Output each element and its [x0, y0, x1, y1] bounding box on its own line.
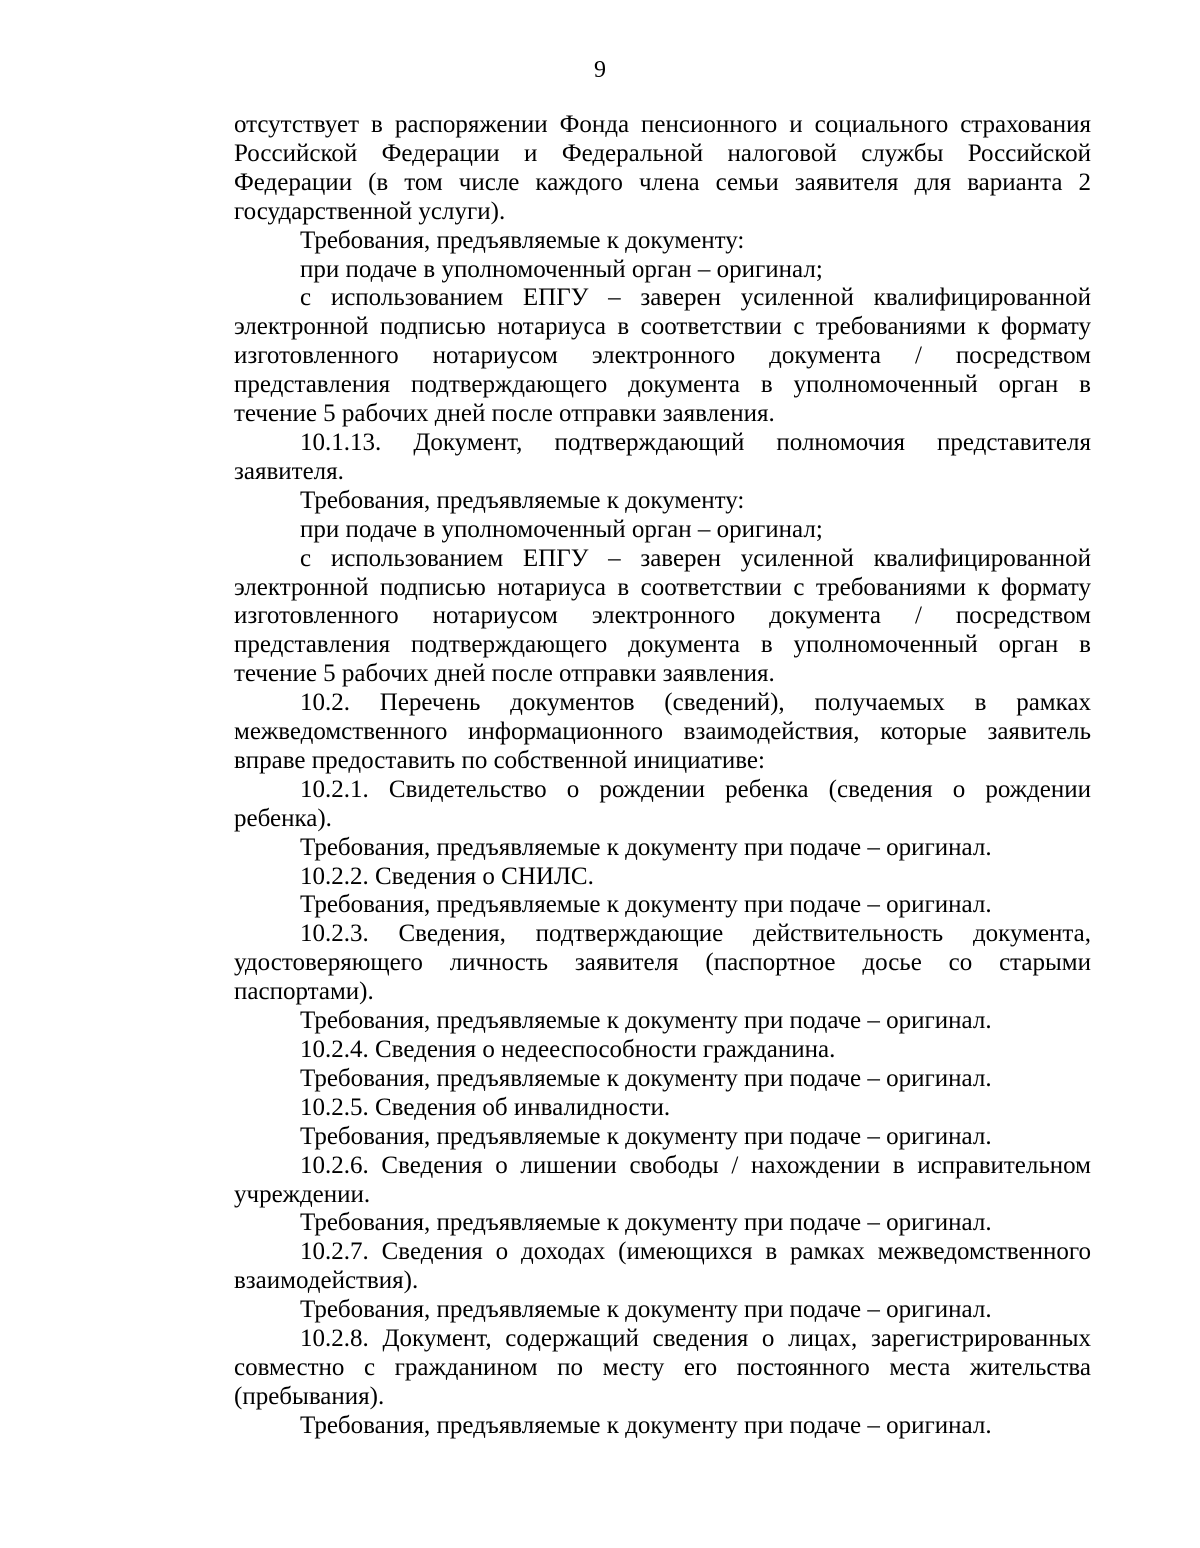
paragraph-continuation: отсутствует в распоряжении Фонда пенсионного и социального страхования Российской Федерации и Федеральной налоговой службы Российской Федерации (в том числе каждого члена семьи заявителя для варианта 2 государственной услуги). — [234, 111, 1091, 225]
paragraph-requirements-original: Требования, предъявляемые к документу при подаче – оригинал. — [300, 1007, 992, 1035]
paragraph-requirements-original: Требования, предъявляемые к документу при подаче – оригинал. — [300, 1209, 992, 1237]
paragraph-10-2-5: 10.2.5. Сведения об инвалидности. — [300, 1093, 671, 1121]
document-body — [234, 111, 1091, 1441]
paragraph-10-2-1: 10.2.1. Свидетельство о рождении ребенка (сведения о рождении ребенка). — [234, 775, 1091, 832]
paragraph-10-1-13: 10.1.13. Документ, подтверждающий полномочия представителя заявителя. — [234, 428, 1091, 485]
paragraph-requirements-original: Требования, предъявляемые к документу при подаче – оригинал. — [300, 1064, 992, 1092]
paragraph-requirements-original: Требования, предъявляемые к документу при подаче – оригинал. — [300, 891, 992, 919]
page-number: 9 — [594, 57, 606, 83]
paragraph-requirements-original: Требования, предъявляемые к документу при подаче – оригинал. — [300, 1296, 992, 1324]
paragraph-10-2-2: 10.2.2. Сведения о СНИЛС. — [300, 862, 594, 890]
paragraph-requirements: Требования, предъявляемые к документу: — [300, 226, 745, 254]
paragraph-10-2-7: 10.2.7. Сведения о доходах (имеющихся в рамках межведомственного взаимодействия). — [234, 1238, 1091, 1295]
paragraph-requirements: Требования, предъявляемые к документу: — [300, 486, 745, 514]
paragraph-10-2: 10.2. Перечень документов (сведений), получаемых в рамках межведомственного информационного взаимодействия, которые заявитель вправе предоставить по собственной инициативе: — [234, 689, 1091, 774]
paragraph-epgu-signature: с использованием ЕПГУ – заверен усиленной квалифицированной электронной подписью нотариуса в соответствии с требованиями к формату изготовленного нотариусом электронного документа / посредством представления подтверждающего документа в уполномоченный орган в течение 5 рабочих дней после отправки заявления. — [234, 544, 1091, 688]
paragraph-10-2-8: 10.2.8. Документ, содержащий сведения о лицах, зарегистрированных совместно с гражданином по месту его постоянного места жительства (пребывания). — [234, 1325, 1091, 1410]
paragraph-10-2-4: 10.2.4. Сведения о недееспособности гражданина. — [300, 1036, 836, 1063]
paragraph-epgu-signature: с использованием ЕПГУ – заверен усиленной квалифицированной электронной подписью нотариуса в соответствии с требованиями к формату изготовленного нотариусом электронного документа / посредством представления подтверждающего документа в уполномоченный орган в течение 5 рабочих дней после отправки заявления. — [234, 284, 1091, 428]
paragraph-requirements-original: Требования, предъявляемые к документу при подаче – оригинал. — [300, 1411, 992, 1439]
paragraph-10-2-6: 10.2.6. Сведения о лишении свободы / нахождении в исправительном учреждении. — [234, 1151, 1091, 1208]
paragraph-10-2-3: 10.2.3. Сведения, подтверждающие действительность документа, удостоверяющего личность заявителя (паспортное досье со старыми паспортами). — [234, 920, 1091, 1006]
paragraph-requirements-original: Требования, предъявляемые к документу при подаче – оригинал. — [300, 1122, 992, 1150]
paragraph-submission-original: при подаче в уполномоченный орган – оригинал; — [300, 255, 823, 283]
paragraph-submission-original: при подаче в уполномоченный орган – оригинал; — [300, 515, 823, 543]
paragraph-requirements-original: Требования, предъявляемые к документу при подаче – оригинал. — [300, 833, 992, 861]
